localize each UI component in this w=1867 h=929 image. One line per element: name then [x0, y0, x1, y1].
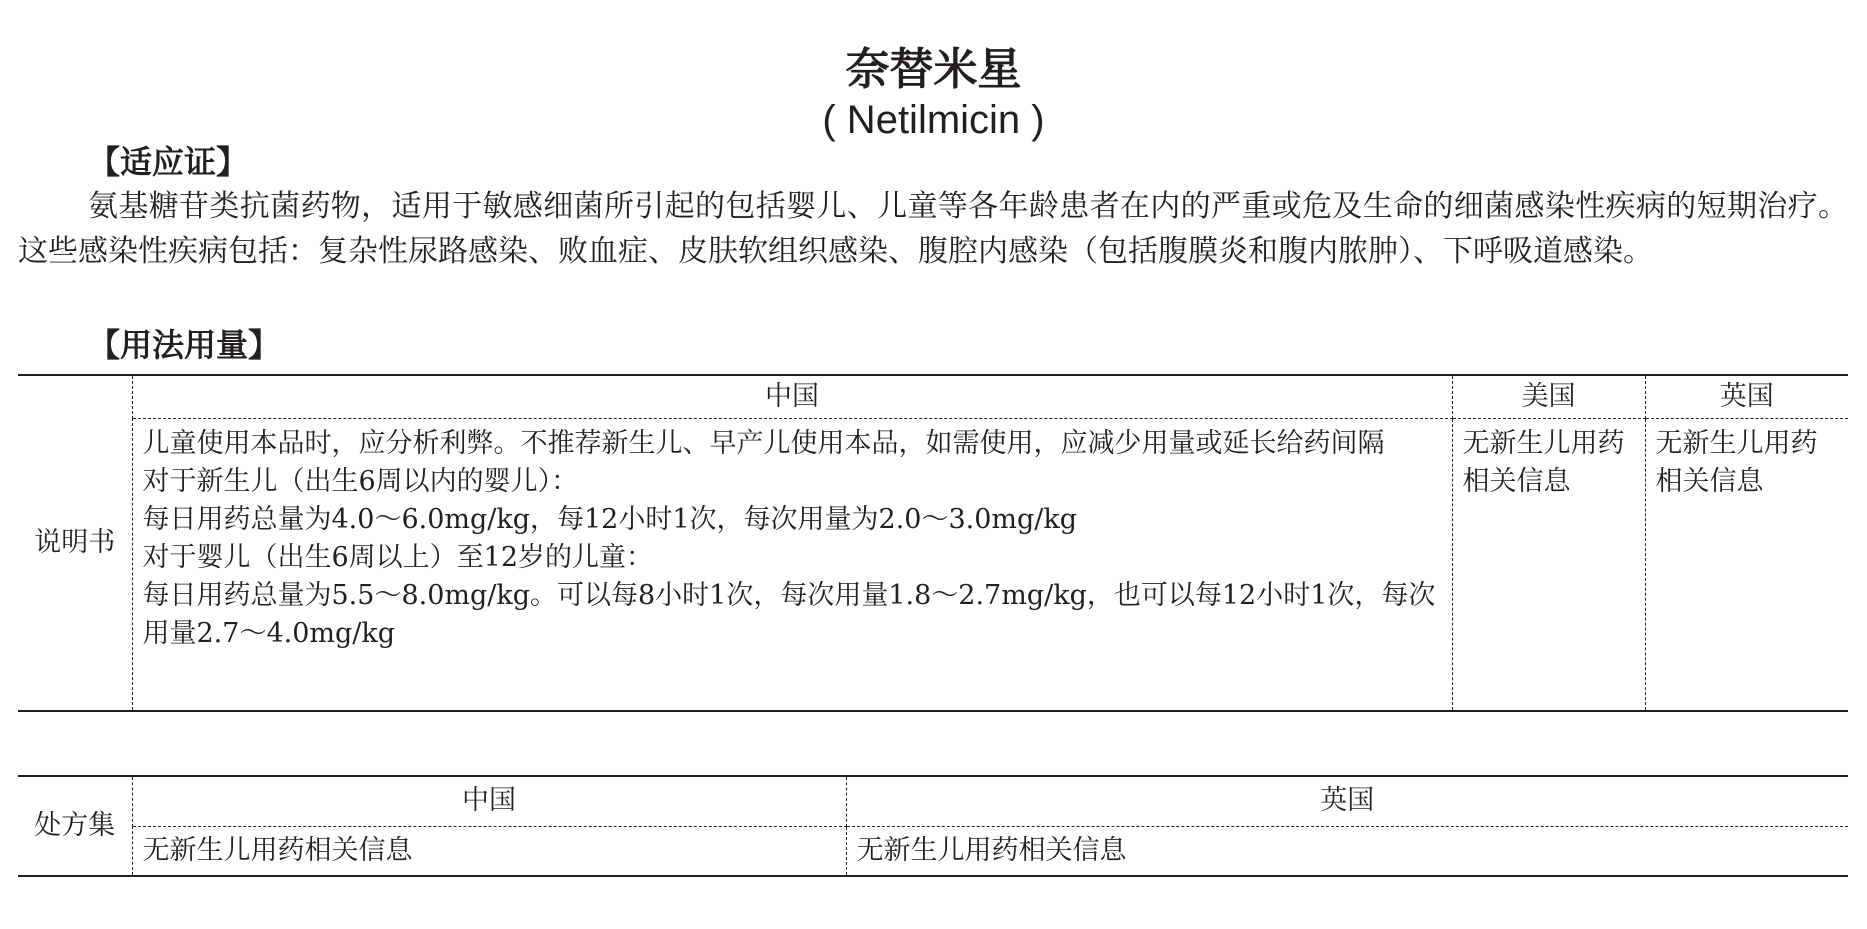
usa-dosage-cell: [1452, 419, 1645, 711]
china-dosage-line: 每日用药总量为5.5～8.0mg/kg。可以每8小时1次，每次用量1.8～2.7mg/kg，也可以每12小时1次，每次用量2.7～4.0mg/kg: [142, 580, 1436, 649]
formulary-table: [18, 775, 1848, 877]
formulary-content-row: [18, 826, 1848, 876]
instructions-row-label: 说明书: [18, 375, 132, 711]
china-dosage-line: 每日用药总量为4.0～6.0mg/kg，每12小时1次，每次用量为2.0～3.0mg/kg: [142, 504, 1078, 535]
usa-dosage-text: 无新生儿用药相关信息: [1462, 428, 1625, 497]
china-dosage-cell: [132, 419, 1452, 711]
formulary-uk-cell: 无新生儿用药相关信息: [846, 826, 1848, 876]
formulary-china-cell: 无新生儿用药相关信息: [132, 826, 846, 876]
formulary-row-label: 处方集: [18, 776, 132, 876]
formulary-header-row: [18, 776, 1848, 826]
drug-english-name: ( Netilmicin ): [822, 98, 1045, 142]
formulary-column-header-china: 中国: [132, 776, 846, 826]
instructions-content-row: [18, 419, 1848, 711]
column-header-uk: 英国: [1645, 375, 1848, 419]
column-header-china: 中国: [132, 375, 1452, 419]
china-dosage-line: 对于婴儿（出生6周以上）至12岁的儿童：: [142, 542, 654, 573]
uk-dosage-cell: [1645, 419, 1848, 711]
china-dosage-line: 儿童使用本品时，应分析利弊。不推荐新生儿、早产儿使用本品，如需使用，应减少用量或延长给药间隔: [142, 428, 1385, 459]
column-header-usa: 美国: [1452, 375, 1645, 419]
instructions-header-row: [18, 375, 1848, 419]
uk-dosage-text: 无新生儿用药相关信息: [1655, 428, 1818, 497]
dosage-heading: 【用法用量】: [88, 326, 281, 364]
indications-text: 氨基糖苷类抗菌药物，适用于敏感细菌所引起的包括婴儿、儿童等各年龄患者在内的严重或危及生命的细菌感染性疾病的短期治疗。这些感染性疾病包括：复杂性尿路感染、败血症、皮肤软组织感染、腹腔内感染（包括腹膜炎和腹内脓肿）、下呼吸道感染。: [18, 189, 1848, 269]
formulary-column-header-uk: 英国: [846, 776, 1848, 826]
instructions-table: [18, 374, 1848, 712]
drug-title: 奈替米星: [845, 44, 1022, 95]
china-dosage-line: 对于新生儿（出生6周以内的婴儿）：: [142, 466, 579, 497]
indications-heading: 【适应证】: [88, 143, 249, 181]
